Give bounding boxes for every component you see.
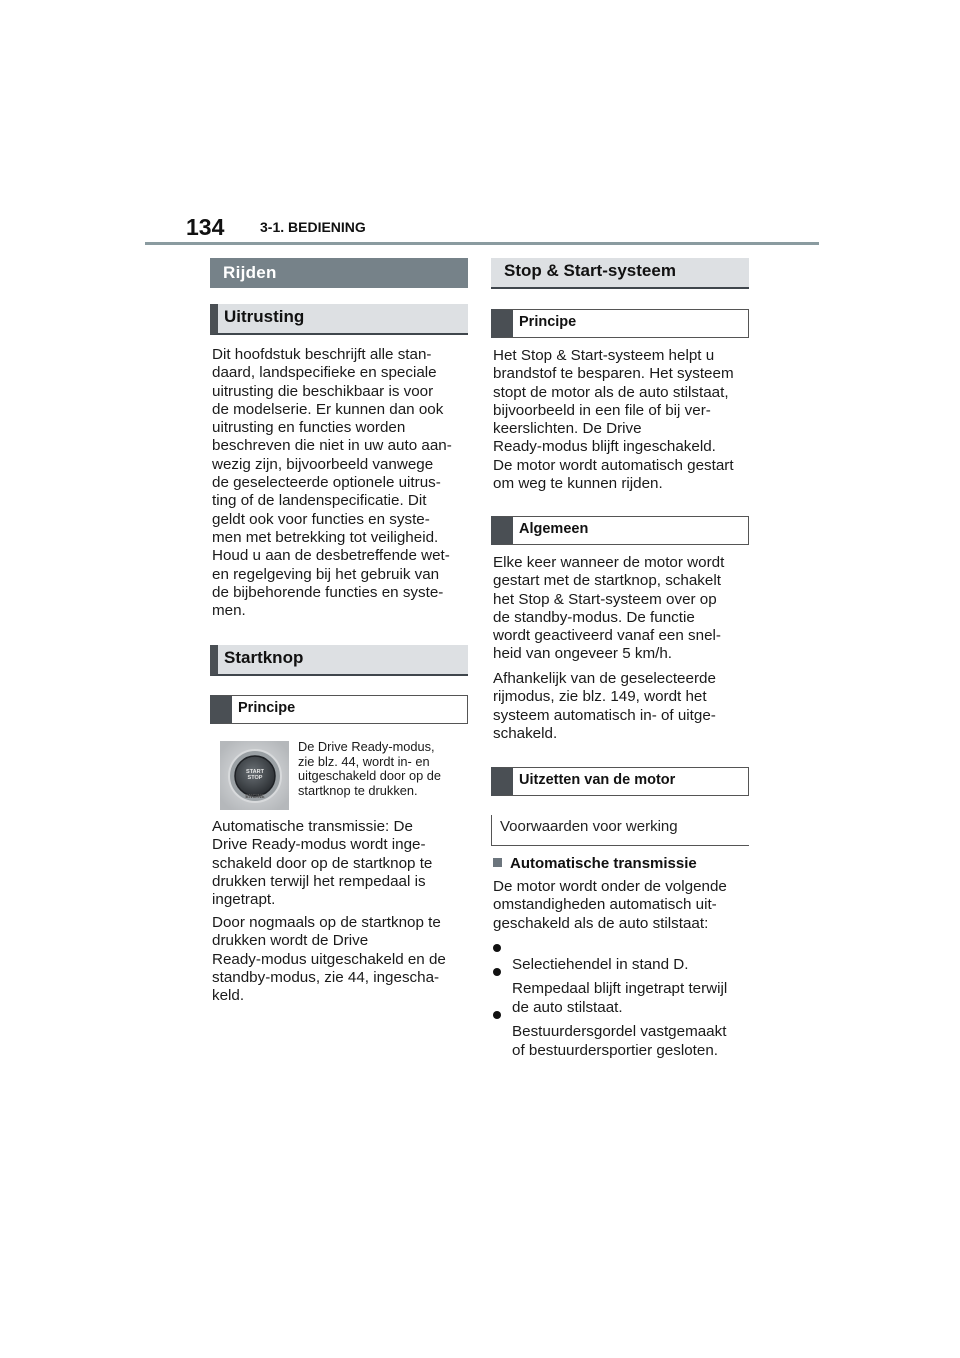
chapter-title: 3-1. BEDIENING <box>260 219 366 235</box>
algemeen-paragraph-1: Elke keer wanneer de motor wordt gestart met de startknop, schakelt het Stop & Start-systeem over op de standby-modus. De functie wordt geactiveerd vanaf een snel- heid van ongeveer 5 km/h. <box>493 554 725 663</box>
bullet-icon <box>493 968 501 976</box>
heading-principe-left: Principe <box>210 695 468 724</box>
subheading-label: Automatische transmissie <box>510 855 697 872</box>
list-item <box>493 1005 770 1060</box>
list-item-text: Bestuurdersgordel vastgemaakt of bestuurdersportier gesloten. <box>512 1023 727 1059</box>
start-stop-button-image <box>220 741 289 810</box>
heading-principe-right: Principe <box>491 309 749 338</box>
auto-trans-paragraph: De motor wordt onder de volgende omstandigheden automatisch uit- geschakeld als de auto stilstaat: <box>493 878 727 932</box>
list-item-text: Selectiehendel in stand D. <box>512 956 689 974</box>
principe-paragraph: Het Stop & Start-systeem helpt u brandstof te besparen. Het systeem stopt de motor als de auto stilstaat, bijvoorbeeld in een file of bij ver- keerslichten. De Drive Ready-modus blijft ingeschakeld. De motor wordt automatisch gestart om weg te kunnen rijden. <box>493 347 734 493</box>
paragraph-auto-transmission: Automatische transmissie: De Drive Ready-modus wordt inge- schakeld door op de startknop te drukken terwijl het rempedaal is ingetrapt. <box>212 818 433 909</box>
paragraph-press-again: Door nogmaals op de startknop te drukken wordt de Drive Ready-modus uitgeschakeld en de standby-modus, zie 44, ingescha- keld. <box>212 914 446 1005</box>
button-label-engine: ENGINE <box>245 794 265 800</box>
subheader-startknop: Startknop <box>210 645 468 676</box>
algemeen-paragraph-2: Afhankelijk van de geselecteerde rijmodus, zie blz. 149, wordt het systeem automatisch in- of uitge- schakeld. <box>493 670 716 742</box>
section-underline <box>491 287 749 289</box>
heading-algemeen: Algemeen <box>491 516 749 545</box>
heading-uitzetten: Uitzetten van de motor <box>491 767 749 796</box>
square-bullet-icon <box>493 858 502 867</box>
intro-paragraph: Dit hoofdstuk beschrijft alle stan- daard, landspecifieke en speciale uitrusting die beschikbaar is voor de modelserie. Er kunnen dan ook uitrusting en functies worden beschreven die niet in uw auto aan- wezig zijn, bijvoorbeeld vanwege de geselecteerde optionele uitrus- ting of de landenspecificatie. Dit geldt ook voor functies en syste- men met betrekking tot veiligheid. Houd u aan de desbetreffende wet- en regelgeving bij het gebruik van de bijbehorende functies en syste- men. <box>212 346 452 620</box>
bullet-icon <box>493 1011 501 1019</box>
list-item-text: Rempedaal blijft ingetrapt terwijl de auto stilstaat. <box>512 980 728 1016</box>
page-number: 134 <box>186 214 225 240</box>
section-header-stop-start: Stop & Start-systeem <box>491 258 749 288</box>
button-label-start: START <box>246 769 264 775</box>
heading-voorwaarden: Voorwaarden voor werking <box>491 815 749 846</box>
subheader-uitrusting: Uitrusting <box>210 304 468 335</box>
subheading-automatic-transmission <box>493 855 697 872</box>
header-rule <box>145 242 819 245</box>
button-label-stop: STOP <box>247 775 263 781</box>
section-header-rijden: Rijden <box>210 258 468 288</box>
bullet-icon <box>493 944 501 952</box>
button-caption: De Drive Ready-modus, zie blz. 44, wordt in- en uitgeschakeld door op de startknop te drukken. <box>298 739 442 798</box>
